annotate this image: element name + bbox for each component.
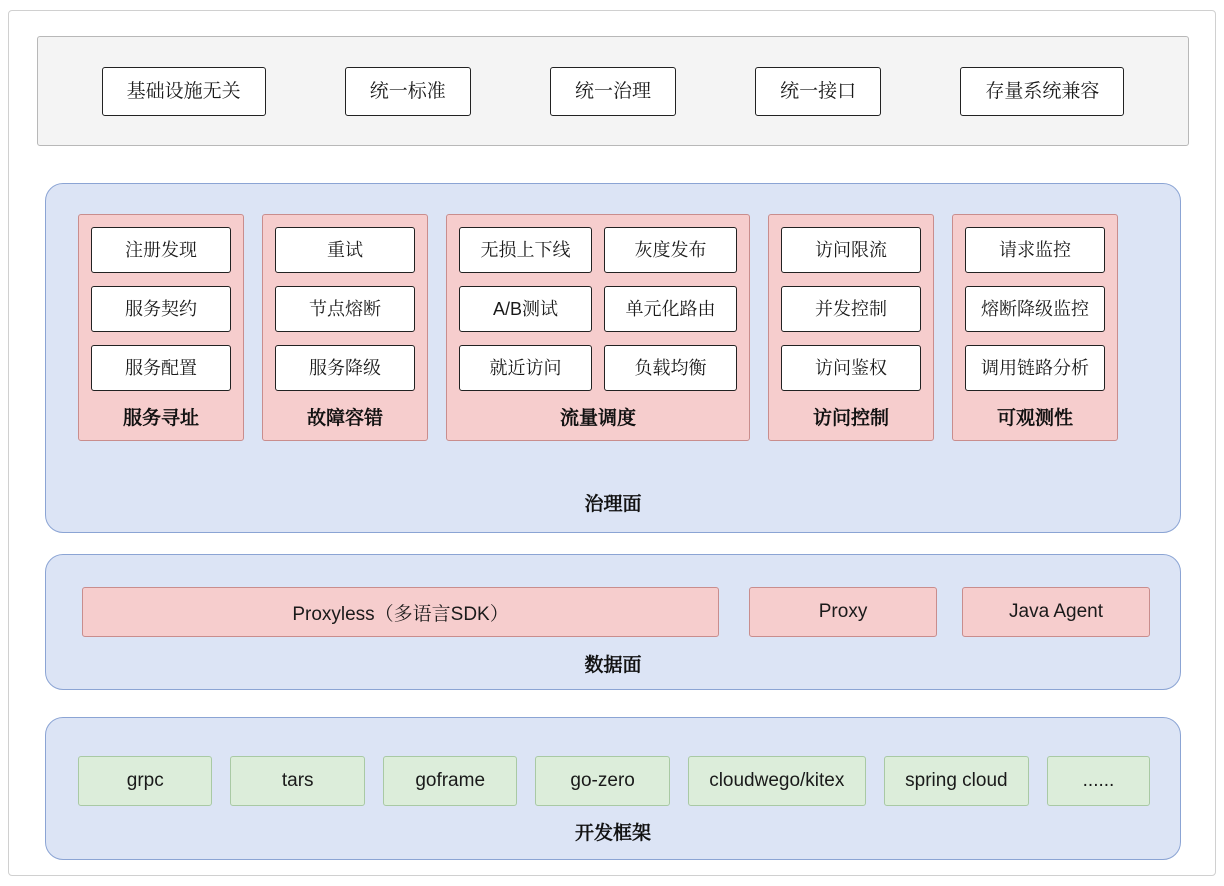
governance-row xyxy=(965,345,1105,391)
governance-cell: 服务配置 xyxy=(91,345,231,391)
governance-row xyxy=(965,227,1105,273)
principle-item: 统一接口 xyxy=(755,67,881,116)
governance-cell: 调用链路分析 xyxy=(965,345,1105,391)
principle-item: 统一标准 xyxy=(345,67,471,116)
principle-item: 基础设施无关 xyxy=(102,67,266,116)
governance-group-cells xyxy=(91,227,231,391)
governance-cell: 访问鉴权 xyxy=(781,345,921,391)
principle-item: 存量系统兼容 xyxy=(960,67,1124,116)
governance-cell: 负载均衡 xyxy=(604,345,737,391)
governance-cell: A/B测试 xyxy=(459,286,592,332)
framework-layer xyxy=(45,717,1181,860)
governance-group-service-addressing xyxy=(78,214,244,441)
governance-group-label: 故障容错 xyxy=(306,408,383,429)
governance-group-label: 可观测性 xyxy=(996,408,1073,429)
governance-group-observability xyxy=(952,214,1118,441)
governance-row xyxy=(459,227,737,273)
dataplane-item-list xyxy=(82,587,1150,637)
governance-row xyxy=(781,227,921,273)
governance-group-label: 访问控制 xyxy=(812,408,889,429)
governance-group-cells xyxy=(781,227,921,391)
dataplane-item-proxyless: Proxyless（多语言SDK） xyxy=(82,587,719,637)
governance-cell: 灰度发布 xyxy=(604,227,737,273)
governance-row xyxy=(459,286,737,332)
governance-row xyxy=(275,286,415,332)
framework-layer-caption: 开发框架 xyxy=(574,823,651,844)
principle-item: 统一治理 xyxy=(550,67,676,116)
framework-item-go-zero: go-zero xyxy=(535,756,669,806)
governance-row xyxy=(91,345,231,391)
principles-band xyxy=(37,36,1189,146)
governance-group-label: 流量调度 xyxy=(559,408,636,429)
governance-cell: 请求监控 xyxy=(965,227,1105,273)
governance-cell: 注册发现 xyxy=(91,227,231,273)
framework-item-cloudwego-kitex: cloudwego/kitex xyxy=(688,756,866,806)
governance-group-access-control xyxy=(768,214,934,441)
framework-item-goframe: goframe xyxy=(383,756,517,806)
governance-row xyxy=(275,227,415,273)
governance-group-cells xyxy=(275,227,415,391)
governance-layer xyxy=(45,183,1181,533)
framework-item-spring-cloud: spring cloud xyxy=(884,756,1029,806)
dataplane-item-java-agent: Java Agent xyxy=(962,587,1150,637)
governance-group-list xyxy=(78,214,1118,441)
governance-cell: 熔断降级监控 xyxy=(965,286,1105,332)
governance-row xyxy=(965,286,1105,332)
governance-group-cells xyxy=(459,227,737,391)
framework-item-more: ...... xyxy=(1047,756,1150,806)
governance-cell: 重试 xyxy=(275,227,415,273)
governance-cell: 访问限流 xyxy=(781,227,921,273)
governance-group-fault-tolerance xyxy=(262,214,428,441)
governance-layer-caption: 治理面 xyxy=(584,494,642,515)
governance-cell: 就近访问 xyxy=(459,345,592,391)
dataplane-item-proxy: Proxy xyxy=(749,587,937,637)
framework-item-grpc: grpc xyxy=(78,756,212,806)
governance-cell: 节点熔断 xyxy=(275,286,415,332)
governance-cell: 服务降级 xyxy=(275,345,415,391)
governance-row xyxy=(781,345,921,391)
governance-row xyxy=(91,286,231,332)
framework-item-list xyxy=(78,756,1150,806)
governance-group-traffic-scheduling xyxy=(446,214,750,441)
governance-row xyxy=(459,345,737,391)
governance-cell: 单元化路由 xyxy=(604,286,737,332)
governance-row xyxy=(275,345,415,391)
governance-cell: 无损上下线 xyxy=(459,227,592,273)
governance-row xyxy=(91,227,231,273)
dataplane-layer xyxy=(45,554,1181,690)
governance-cell: 服务契约 xyxy=(91,286,231,332)
dataplane-layer-caption: 数据面 xyxy=(584,655,642,676)
governance-row xyxy=(781,286,921,332)
governance-cell: 并发控制 xyxy=(781,286,921,332)
governance-group-cells xyxy=(965,227,1105,391)
governance-group-label: 服务寻址 xyxy=(122,408,199,429)
framework-item-tars: tars xyxy=(230,756,364,806)
diagram-outer-frame xyxy=(8,10,1216,876)
